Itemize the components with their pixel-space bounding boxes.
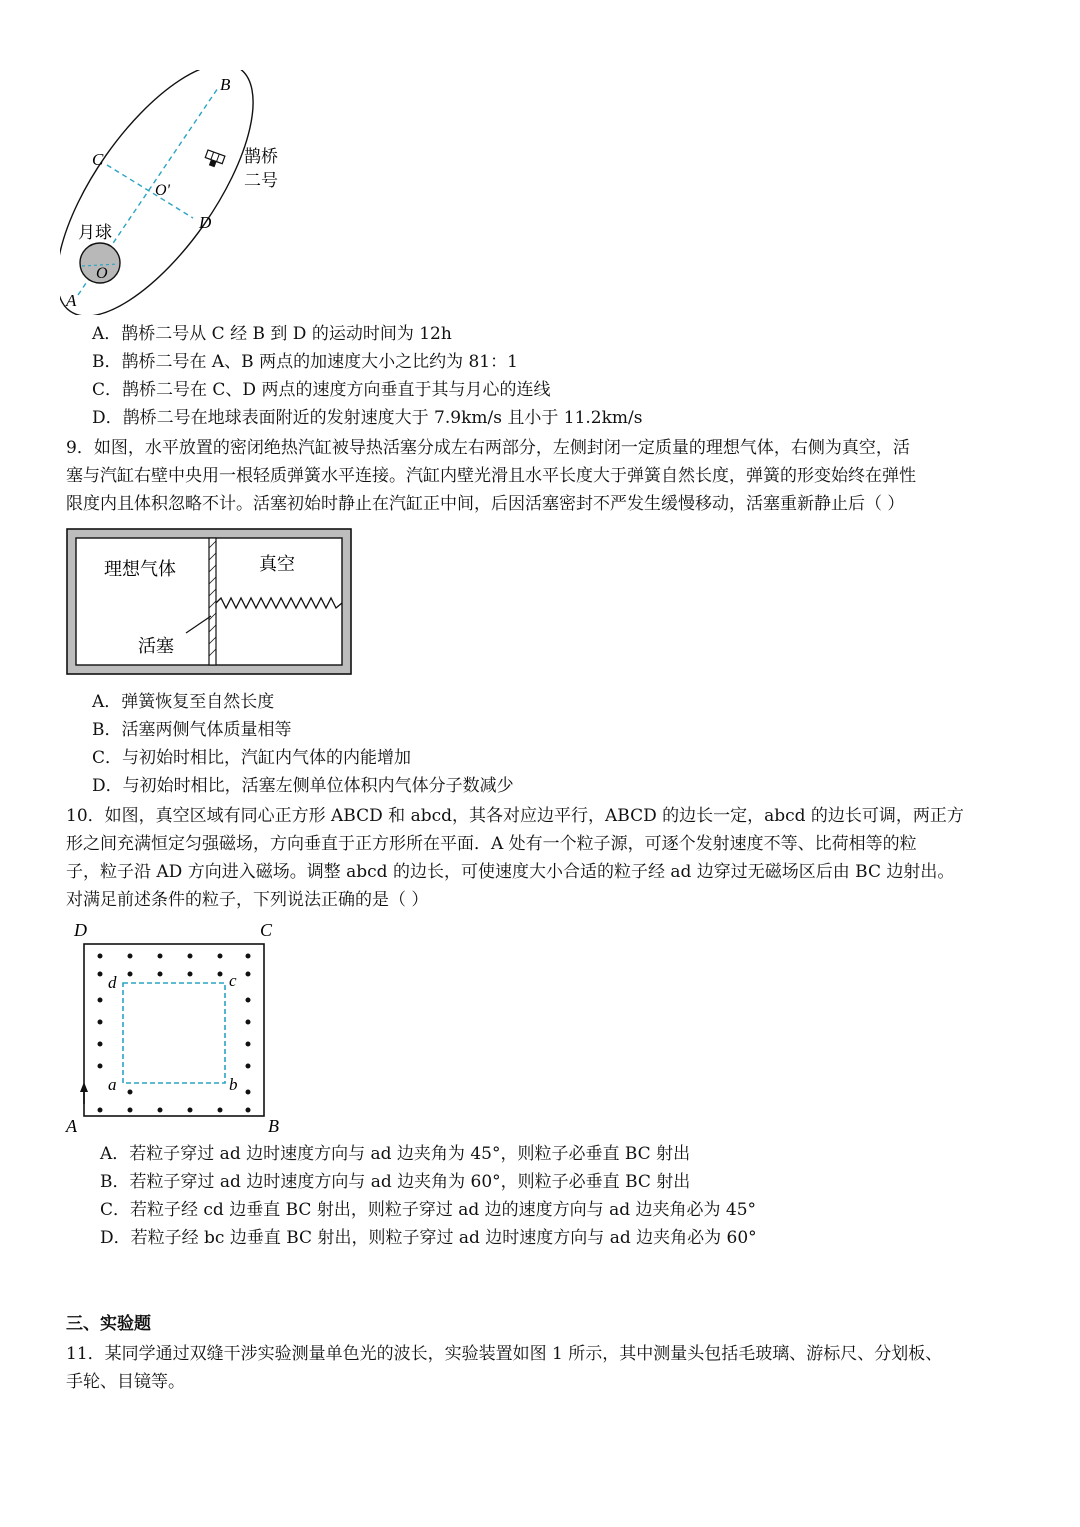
q10-stem-line-4: 对满足前述条件的粒子，下列说法正确的是（ ） [66, 890, 429, 910]
point-a-label: A [66, 291, 77, 310]
point-c-label: C [92, 150, 104, 169]
q10-option-a: A．若粒子穿过 ad 边时速度方向与 ad 边夹角为 45°，则粒子必垂直 BC 射出 [100, 1144, 691, 1164]
inner-d-label: d [108, 973, 117, 992]
q10-stem-line-3: 子，粒子沿 AD 方向进入磁场。调整 abcd 的边长，可使速度大小合适的粒子经 ad 边穿过无磁场区后由 BC 边射出。 [66, 862, 955, 882]
moon-label: 月球 [78, 223, 112, 242]
arrow-up-icon [80, 1082, 88, 1104]
q9-stem-line-2: 塞与汽缸右壁中央用一根轻质弹簧水平连接。汽缸内壁光滑且水平长度大于弹簧自然长度，弹簧的形变始终在弹性 [66, 466, 916, 486]
q9-option-b: B．活塞两侧气体质量相等 [92, 720, 292, 740]
vacuum-label: 真空 [259, 554, 295, 574]
outer-a-label: A [66, 1116, 77, 1136]
q8-option-b: B．鹊桥二号在 A、B 两点的加速度大小之比约为 81：1 [92, 352, 518, 372]
piston-label: 活塞 [138, 636, 174, 656]
square-field-figure [64, 918, 294, 1138]
inner-a-label: a [108, 1075, 117, 1094]
point-o-prime-label: O' [155, 182, 170, 199]
satellite-icon [203, 150, 225, 169]
section-heading: 三、实验题 [66, 1314, 151, 1334]
point-b-label: B [220, 75, 231, 94]
q11-stem-line-2: 手轮、目镜等。 [66, 1372, 185, 1392]
satellite-label-1: 鹊桥 [244, 147, 278, 166]
cylinder-figure [66, 528, 356, 678]
q10-stem-line-2: 形之间充满恒定匀强磁场，方向垂直于正方形所在平面．A 处有一个粒子源，可逐个发射速度不等、比荷相等的粒 [66, 834, 917, 854]
outer-d-label: D [74, 920, 87, 940]
minor-axis [107, 165, 193, 218]
satellite-label-2: 二号 [244, 171, 278, 190]
field-dots [98, 954, 251, 1113]
q8-option-a: A．鹊桥二号从 C 经 B 到 D 的运动时间为 12h [92, 324, 452, 344]
q9-option-c: C．与初始时相比，汽缸内气体的内能增加 [92, 748, 412, 768]
q9-option-a: A．弹簧恢复至自然长度 [92, 692, 275, 712]
outer-c-label: C [260, 920, 273, 940]
outer-b-label: B [268, 1116, 279, 1136]
inner-c-label: c [229, 971, 237, 990]
point-o-label: O [96, 265, 108, 282]
q9-option-d: D．与初始时相比，活塞左侧单位体积内气体分子数减少 [92, 776, 514, 796]
point-d-label: D [199, 213, 212, 232]
gas-label: 理想气体 [104, 559, 176, 579]
inner-b-label: b [229, 1075, 238, 1094]
q10-option-d: D．若粒子经 bc 边垂直 BC 射出，则粒子穿过 ad 边时速度方向与 ad 边夹角必为 60° [100, 1228, 757, 1248]
q8-option-c: C．鹊桥二号在 C、D 两点的速度方向垂直于其与月心的连线 [92, 380, 551, 400]
orbit-figure [60, 70, 320, 315]
q8-option-d: D．鹊桥二号在地球表面附近的发射速度大于 7.9km/s 且小于 11.2km/s [92, 408, 643, 428]
q10-option-c: C．若粒子经 cd 边垂直 BC 射出，则粒子穿过 ad 边的速度方向与 ad 边夹角必为 45° [100, 1200, 757, 1220]
q9-stem-line-3: 限度内且体积忽略不计。活塞初始时静止在汽缸正中间，后因活塞密封不严发生缓慢移动，活塞重新静止后（ ） [66, 494, 905, 514]
q11-stem-line-1: 11．某同学通过双缝干涉实验测量单色光的波长，实验装置如图 1 所示，其中测量头包括毛玻璃、游标尺、分划板、 [66, 1344, 943, 1364]
inner-square [123, 983, 225, 1083]
q9-stem-line-1: 9．如图，水平放置的密闭绝热汽缸被导热活塞分成左右两部分，左侧封闭一定质量的理想气体，右侧为真空，活 [66, 438, 910, 458]
q10-stem-line-1: 10．如图，真空区域有同心正方形 ABCD 和 abcd，其各对应边平行，ABCD 的边长一定，abcd 的边长可调，两正方 [66, 806, 964, 826]
q10-option-b: B．若粒子穿过 ad 边时速度方向与 ad 边夹角为 60°，则粒子必垂直 BC 射出 [100, 1172, 691, 1192]
piston [209, 538, 216, 665]
